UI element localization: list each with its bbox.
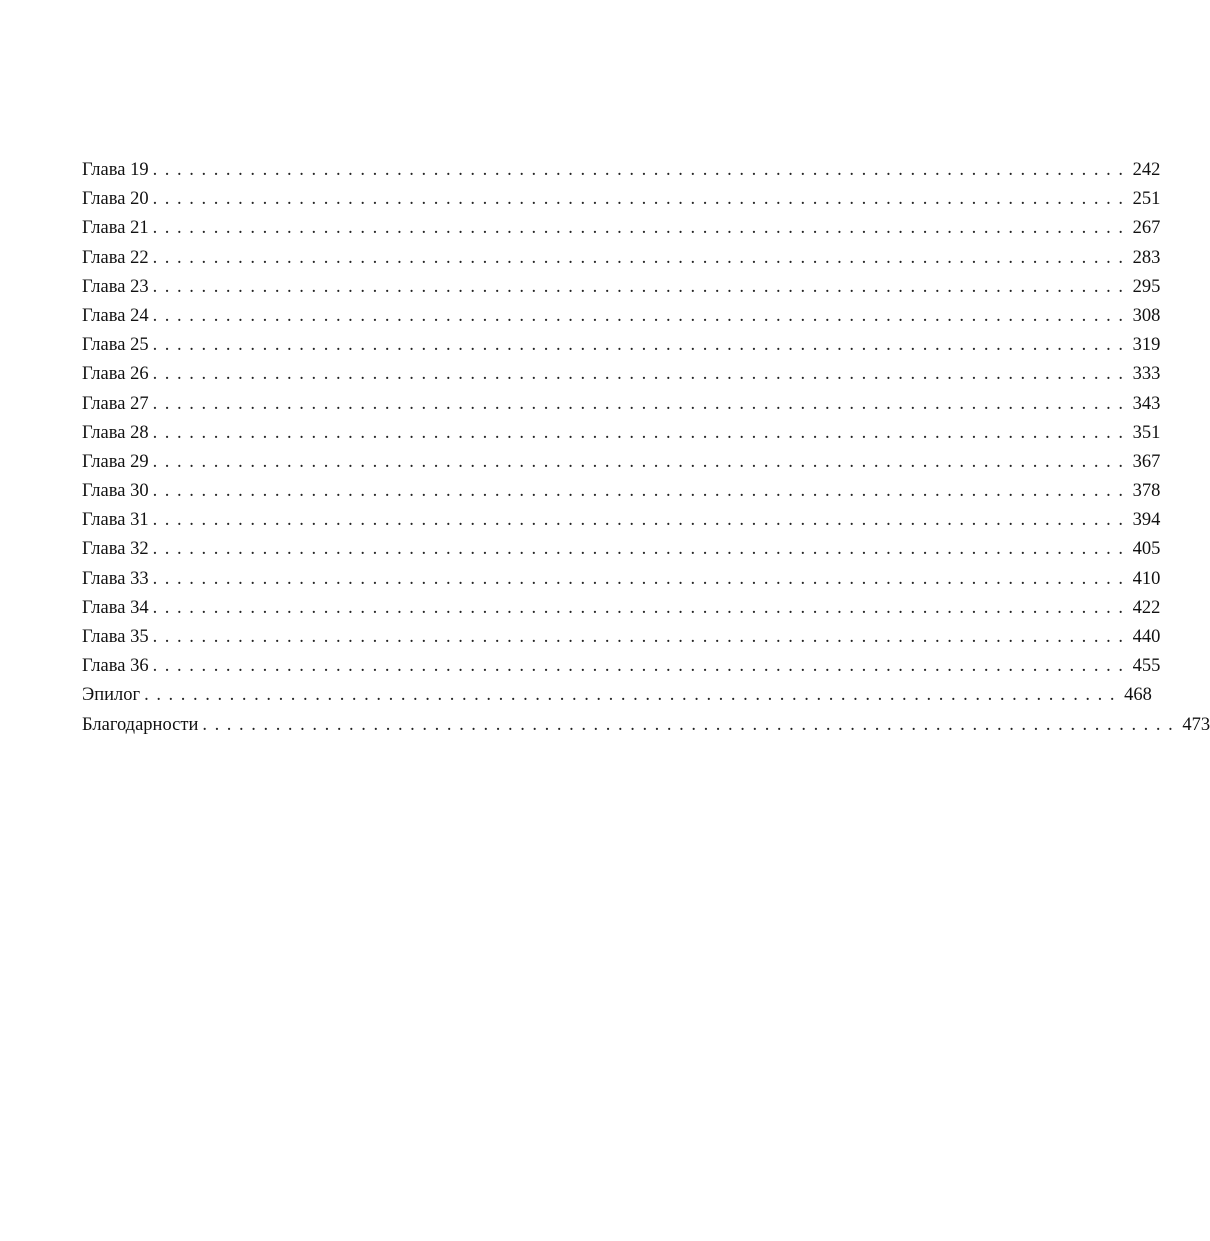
toc-entry[interactable] <box>82 711 1210 740</box>
toc-entry[interactable] <box>82 477 1161 506</box>
toc-entry-page: 367 <box>1132 451 1161 472</box>
toc-entry[interactable] <box>82 419 1161 448</box>
toc-dot-leader: ................................................................................ <box>152 393 1131 414</box>
toc-entry-title: Глава 31 <box>82 510 149 531</box>
toc-entry-title: Глава 36 <box>82 656 149 677</box>
toc-entry[interactable] <box>82 302 1161 331</box>
toc-entry-title: Глава 32 <box>82 539 149 560</box>
toc-dot-leader: ................................................................................ <box>144 685 1123 706</box>
toc-dot-leader: ................................................................................ <box>152 656 1131 677</box>
toc-entry-page: 319 <box>1132 335 1161 356</box>
toc-entry-page: 343 <box>1132 393 1161 414</box>
toc-entry[interactable] <box>82 652 1161 681</box>
toc-dot-leader: ................................................................................ <box>152 510 1131 531</box>
toc-entry[interactable] <box>82 448 1161 477</box>
toc-entry[interactable] <box>82 273 1161 302</box>
table-of-contents <box>82 156 1210 740</box>
toc-entry[interactable] <box>82 214 1161 243</box>
toc-entry-page: 267 <box>1132 218 1161 239</box>
toc-entry[interactable] <box>82 331 1161 360</box>
toc-entry-page: 405 <box>1132 539 1161 560</box>
toc-entry-title: Глава 25 <box>82 335 149 356</box>
toc-entry[interactable] <box>82 565 1161 594</box>
toc-entry[interactable] <box>82 594 1161 623</box>
toc-dot-leader: ................................................................................ <box>152 335 1131 356</box>
toc-entry-title: Глава 33 <box>82 568 149 589</box>
toc-dot-leader: ................................................................................ <box>152 539 1131 560</box>
toc-entry-page: 251 <box>1132 189 1161 210</box>
toc-entry-title: Глава 21 <box>82 218 149 239</box>
toc-entry-title: Глава 29 <box>82 451 149 472</box>
toc-entry-page: 455 <box>1132 656 1161 677</box>
toc-entry-title: Эпилог <box>82 685 141 706</box>
toc-entry-page: 410 <box>1132 568 1161 589</box>
toc-entry[interactable] <box>82 623 1161 652</box>
toc-entry[interactable] <box>82 244 1161 273</box>
toc-entry[interactable] <box>82 506 1161 535</box>
toc-dot-leader: ................................................................................ <box>152 305 1131 326</box>
toc-entry-page: 473 <box>1182 714 1210 735</box>
toc-entry[interactable] <box>82 681 1152 710</box>
toc-entry-page: 394 <box>1132 510 1161 531</box>
toc-dot-leader: ................................................................................ <box>152 451 1131 472</box>
toc-dot-leader: ................................................................................ <box>152 218 1131 239</box>
toc-entry-title: Глава 28 <box>82 422 149 443</box>
toc-entry-page: 283 <box>1132 247 1161 268</box>
toc-entry[interactable] <box>82 535 1161 564</box>
toc-entry-title: Глава 23 <box>82 276 149 297</box>
toc-entry-title: Глава 22 <box>82 247 149 268</box>
toc-dot-leader: ................................................................................ <box>202 714 1181 735</box>
toc-entry-page: 468 <box>1124 685 1152 706</box>
toc-entry-title: Глава 34 <box>82 597 149 618</box>
toc-dot-leader: ................................................................................ <box>152 160 1131 180</box>
toc-entry-page: 242 <box>1132 160 1161 180</box>
toc-entry-title: Глава 20 <box>82 189 149 210</box>
toc-dot-leader: ................................................................................ <box>152 364 1131 385</box>
toc-entry-page: 308 <box>1132 305 1161 326</box>
toc-dot-leader: ................................................................................ <box>152 597 1131 618</box>
toc-entry-title: Глава 24 <box>82 305 149 326</box>
toc-entry-title: Глава 35 <box>82 627 149 647</box>
toc-entry-page: 351 <box>1132 422 1161 443</box>
toc-entry-title: Глава 30 <box>82 481 149 502</box>
toc-entry-page: 378 <box>1132 481 1161 502</box>
toc-dot-leader: ................................................................................ <box>152 568 1131 589</box>
toc-entry-page: 295 <box>1132 276 1161 297</box>
toc-entry-page: 440 <box>1132 627 1161 647</box>
toc-entry[interactable] <box>82 360 1161 389</box>
toc-entry-title: Глава 26 <box>82 364 149 385</box>
toc-dot-leader: ................................................................................ <box>152 276 1131 297</box>
toc-entry-title: Глава 27 <box>82 393 149 414</box>
toc-dot-leader: ................................................................................ <box>152 627 1131 647</box>
toc-entry-title: Глава 19 <box>82 160 149 180</box>
toc-dot-leader: ................................................................................ <box>152 422 1131 443</box>
toc-entry-page: 333 <box>1132 364 1161 385</box>
toc-entry[interactable] <box>82 156 1161 185</box>
toc-dot-leader: ................................................................................ <box>152 247 1131 268</box>
toc-entry[interactable] <box>82 185 1161 214</box>
toc-entry[interactable] <box>82 390 1161 419</box>
toc-entry-title: Благодарности <box>82 714 199 735</box>
toc-dot-leader: ................................................................................ <box>152 481 1131 502</box>
toc-entry-page: 422 <box>1132 597 1161 618</box>
toc-dot-leader: ................................................................................ <box>152 189 1131 210</box>
